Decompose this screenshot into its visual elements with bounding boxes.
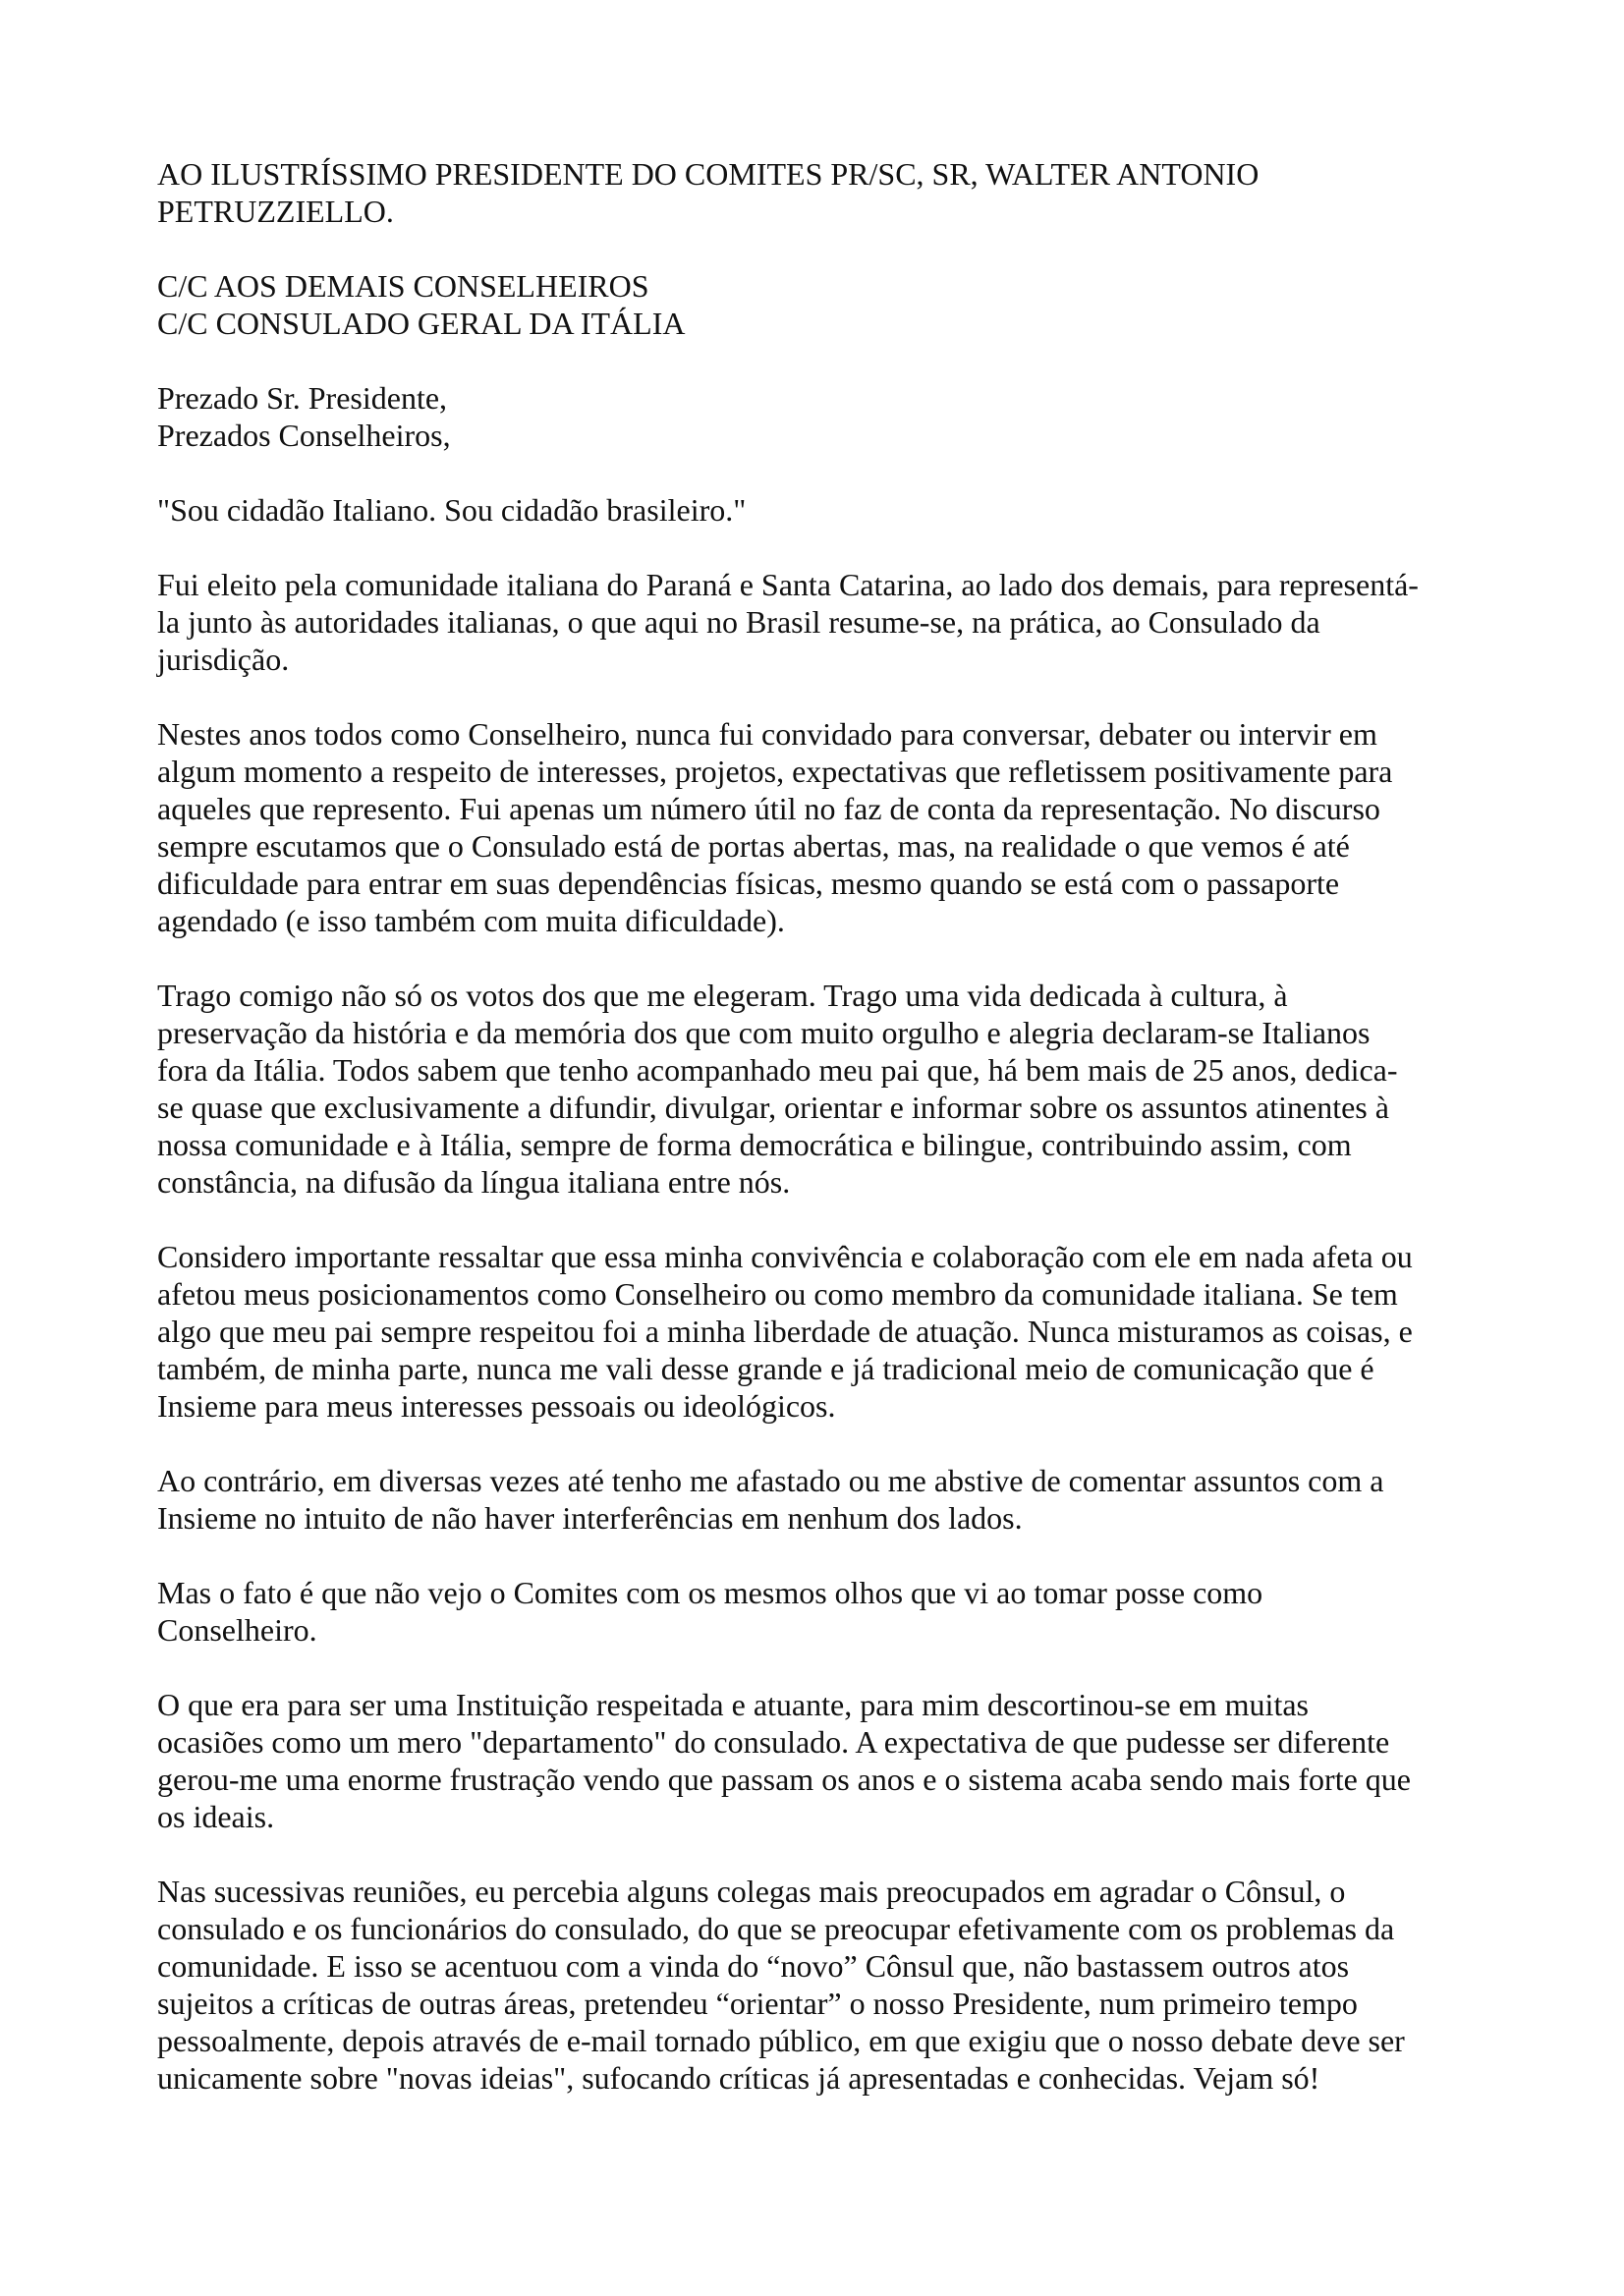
paragraph-1 [157,566,1486,678]
text-line: jurisdição. [157,642,290,677]
text-line: Mas o fato é que não vejo o Comites com os mesmos olhos que vi ao tomar posse como [157,1575,1263,1610]
paragraph-8 [157,1873,1486,2097]
cc-block [157,267,1486,342]
text-line: pessoalmente, depois através de e-mail tornado público, em que exigiu que o nosso debate deve ser [157,2023,1405,2058]
text-line: C/C CONSULADO GERAL DA ITÁLIA [157,306,686,341]
text-line: "Sou cidadão Italiano. Sou cidadão brasileiro." [157,492,747,528]
text-line: nossa comunidade e à Itália, sempre de forma democrática e bilingue, contribuindo assim, com [157,1127,1352,1162]
paragraph-3 [157,977,1486,1201]
text-line: unicamente sobre "novas ideias", sufocando críticas já apresentadas e conhecidas. Vejam só! [157,2060,1320,2096]
salutation-block [157,379,1486,454]
text-line: Nestes anos todos como Conselheiro, nunca fui convidado para conversar, debater ou intervir em [157,716,1377,752]
text-line: constância, na difusão da língua italiana entre nós. [157,1164,791,1200]
text-line: O que era para ser uma Instituição respeitada e atuante, para mim descortinou-se em muitas [157,1687,1309,1722]
text-line: afetou meus posicionamentos como Conselheiro ou como membro da comunidade italiana. Se tem [157,1276,1398,1312]
text-line: se quase que exclusivamente a difundir, divulgar, orientar e informar sobre os assuntos atinentes à [157,1090,1389,1125]
text-line: la junto às autoridades italianas, o que aqui no Brasil resume-se, na prática, ao Consulado da [157,604,1320,640]
text-line: Ao contrário, em diversas vezes até tenho me afastado ou me abstive de comentar assuntos com a [157,1463,1384,1498]
text-line: comunidade. E isso se acentuou com a vinda do “novo” Cônsul que, não bastassem outros atos [157,1948,1350,1984]
text-line: os ideais. [157,1799,275,1834]
addressee-block [157,155,1486,230]
text-line: C/C AOS DEMAIS CONSELHEIROS [157,268,649,304]
text-line: Insieme no intuito de não haver interferências em nenhum dos lados. [157,1500,1023,1536]
text-line: AO ILUSTRÍSSIMO PRESIDENTE DO COMITES PR/SC, SR, WALTER ANTONIO [157,156,1260,192]
text-line: Insieme para meus interesses pessoais ou ideológicos. [157,1388,836,1424]
text-line: PETRUZZIELLO. [157,194,394,229]
text-line: Prezados Conselheiros, [157,418,451,453]
text-line: algum momento a respeito de interesses, projetos, expectativas que refletissem positivamente para [157,754,1393,789]
text-line: sujeitos a críticas de outras áreas, pretendeu “orientar” o nosso Presidente, num primeiro tempo [157,1986,1358,2021]
text-line: gerou-me uma enorme frustração vendo que passam os anos e o sistema acaba sendo mais forte que [157,1762,1411,1797]
text-line: ocasiões como um mero "departamento" do consulado. A expectativa de que pudesse ser diferente [157,1724,1390,1760]
paragraph-4 [157,1238,1486,1425]
text-line: preservação da história e da memória dos que com muito orgulho e alegria declaram-se Italianos [157,1015,1371,1050]
text-line: aqueles que represento. Fui apenas um número útil no faz de conta da representação. No discurso [157,791,1380,826]
text-line: Prezado Sr. Presidente, [157,380,448,416]
quote-paragraph [157,491,1486,529]
text-line: algo que meu pai sempre respeitou foi a minha liberdade de atuação. Nunca misturamos as coisas, e [157,1314,1413,1349]
text-line: sempre escutamos que o Consulado está de portas abertas, mas, na realidade o que vemos é até [157,828,1350,864]
text-line: Fui eleito pela comunidade italiana do Paraná e Santa Catarina, ao lado dos demais, para representá- [157,567,1419,602]
text-line: agendado (e isso também com muita dificuldade). [157,903,785,938]
text-line: Trago comigo não só os votos dos que me elegeram. Trago uma vida dedicada à cultura, à [157,978,1288,1013]
paragraph-2 [157,715,1486,939]
text-line: fora da Itália. Todos sabem que tenho acompanhado meu pai que, há bem mais de 25 anos, dedica- [157,1052,1398,1088]
paragraph-6 [157,1574,1486,1649]
text-line: consulado e os funcionários do consulado, do que se preocupar efetivamente com os problemas da [157,1911,1395,1946]
text-line: dificuldade para entrar em suas dependências físicas, mesmo quando se está com o passaporte [157,866,1340,901]
paragraph-5 [157,1462,1486,1537]
paragraph-7 [157,1686,1486,1835]
text-line: Nas sucessivas reuniões, eu percebia alguns colegas mais preocupados em agradar o Cônsul, o [157,1874,1346,1909]
text-line: também, de minha parte, nunca me vali desse grande e já tradicional meio de comunicação que é [157,1351,1374,1386]
text-line: Conselheiro. [157,1612,317,1648]
text-line: Considero importante ressaltar que essa minha convivência e colaboração com ele em nada afeta ou [157,1239,1413,1274]
